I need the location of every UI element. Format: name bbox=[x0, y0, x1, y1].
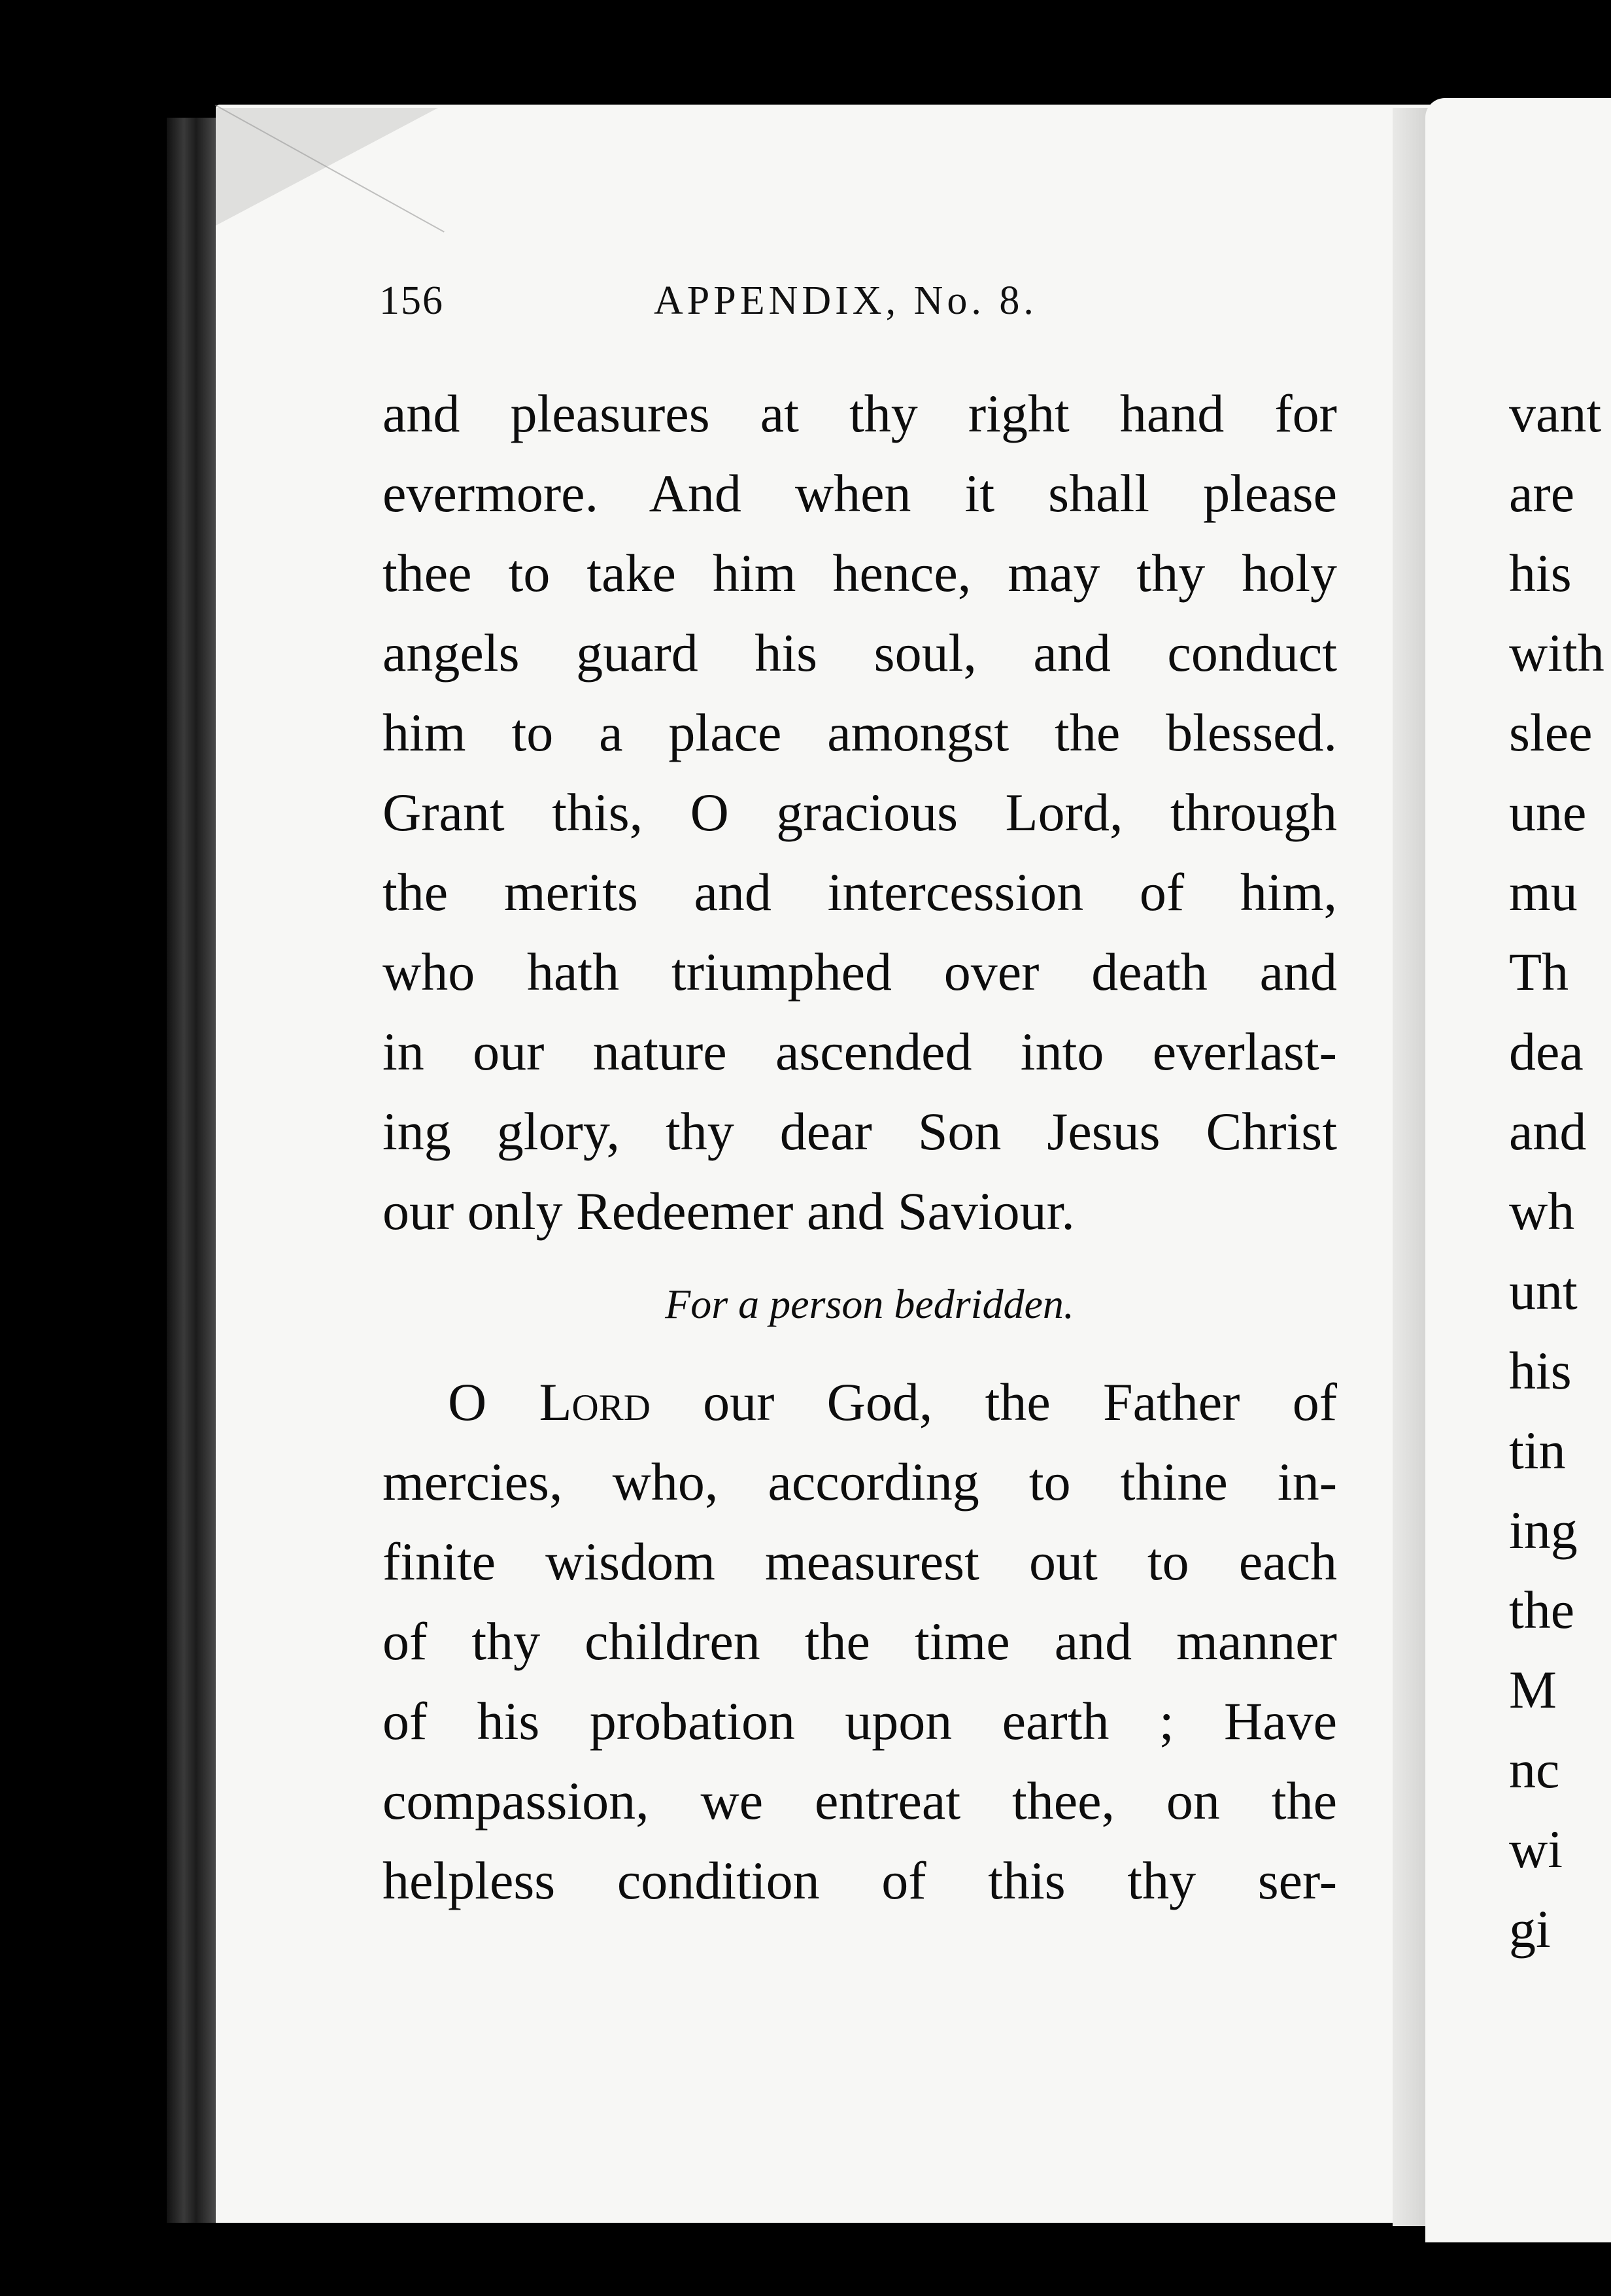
facing-fragment: his bbox=[1509, 543, 1572, 603]
text-line: our only Redeemer and Saviour. bbox=[382, 1181, 1075, 1241]
facing-page-text bbox=[1509, 374, 1604, 1969]
facing-fragment: slee bbox=[1509, 703, 1593, 762]
facing-fragment: are bbox=[1509, 464, 1575, 523]
text-line: evermore. And when it shall please bbox=[382, 464, 1337, 523]
facing-fragment: and bbox=[1509, 1102, 1587, 1161]
facing-fragment: ing bbox=[1509, 1500, 1578, 1560]
text-line: in our nature ascended into everlast- bbox=[382, 1022, 1337, 1081]
text-line: Grant this, O gracious Lord, through bbox=[382, 783, 1337, 842]
text-line: him to a place amongst the blessed. bbox=[382, 703, 1337, 762]
page-number: 156 bbox=[379, 279, 444, 323]
facing-fragment: tin bbox=[1509, 1421, 1566, 1480]
facing-fragment: vant bbox=[1509, 384, 1602, 443]
text-line: of thy children the time and manner bbox=[382, 1612, 1337, 1671]
facing-fragment: with bbox=[1509, 623, 1604, 683]
text-line: angels guard his soul, and conduct bbox=[382, 623, 1337, 683]
facing-fragment: his bbox=[1509, 1341, 1572, 1400]
facing-fragment: Th bbox=[1509, 942, 1569, 1002]
facing-fragment: nc bbox=[1509, 1740, 1560, 1799]
text-line: ing glory, thy dear Son Jesus Christ bbox=[382, 1102, 1337, 1161]
facing-fragment: M bbox=[1509, 1660, 1557, 1719]
text-line: of his probation upon earth ; Have bbox=[382, 1691, 1337, 1751]
opening-rest: our God, the Father of bbox=[703, 1372, 1338, 1432]
facing-fragment: gi bbox=[1509, 1899, 1551, 1959]
text-line: mercies, who, according to thine in- bbox=[382, 1452, 1337, 1511]
opening-smallcaps: Lord bbox=[539, 1372, 651, 1432]
text-line: thee to take him hence, may thy holy bbox=[382, 543, 1337, 603]
book-binding-edge bbox=[167, 118, 216, 2223]
text-line: helpless condition of this thy ser- bbox=[382, 1851, 1337, 1910]
facing-fragment: unt bbox=[1509, 1261, 1578, 1321]
facing-fragment: the bbox=[1509, 1580, 1575, 1640]
text-line: compassion, we entreat thee, on the bbox=[382, 1771, 1337, 1831]
page-header bbox=[379, 278, 1360, 330]
facing-fragment: wh bbox=[1509, 1181, 1575, 1241]
page-body bbox=[382, 374, 1337, 1921]
opening-word: O bbox=[448, 1372, 487, 1432]
text-line: and pleasures at thy right hand for bbox=[382, 384, 1337, 443]
facing-fragment: dea bbox=[1509, 1022, 1584, 1081]
facing-fragment: une bbox=[1509, 783, 1587, 842]
paragraph-opening-line bbox=[382, 1362, 1337, 1442]
text-line: the merits and intercession of him, bbox=[382, 862, 1337, 922]
text-line: who hath triumphed over death and bbox=[382, 942, 1337, 1002]
facing-fragment: wi bbox=[1509, 1819, 1563, 1879]
facing-fragment: mu bbox=[1509, 862, 1578, 922]
running-head: APPENDIX, No. 8. bbox=[654, 279, 1038, 323]
text-line: finite wisdom measurest out to each bbox=[382, 1532, 1337, 1591]
section-heading: For a person bedridden. bbox=[665, 1281, 1074, 1327]
